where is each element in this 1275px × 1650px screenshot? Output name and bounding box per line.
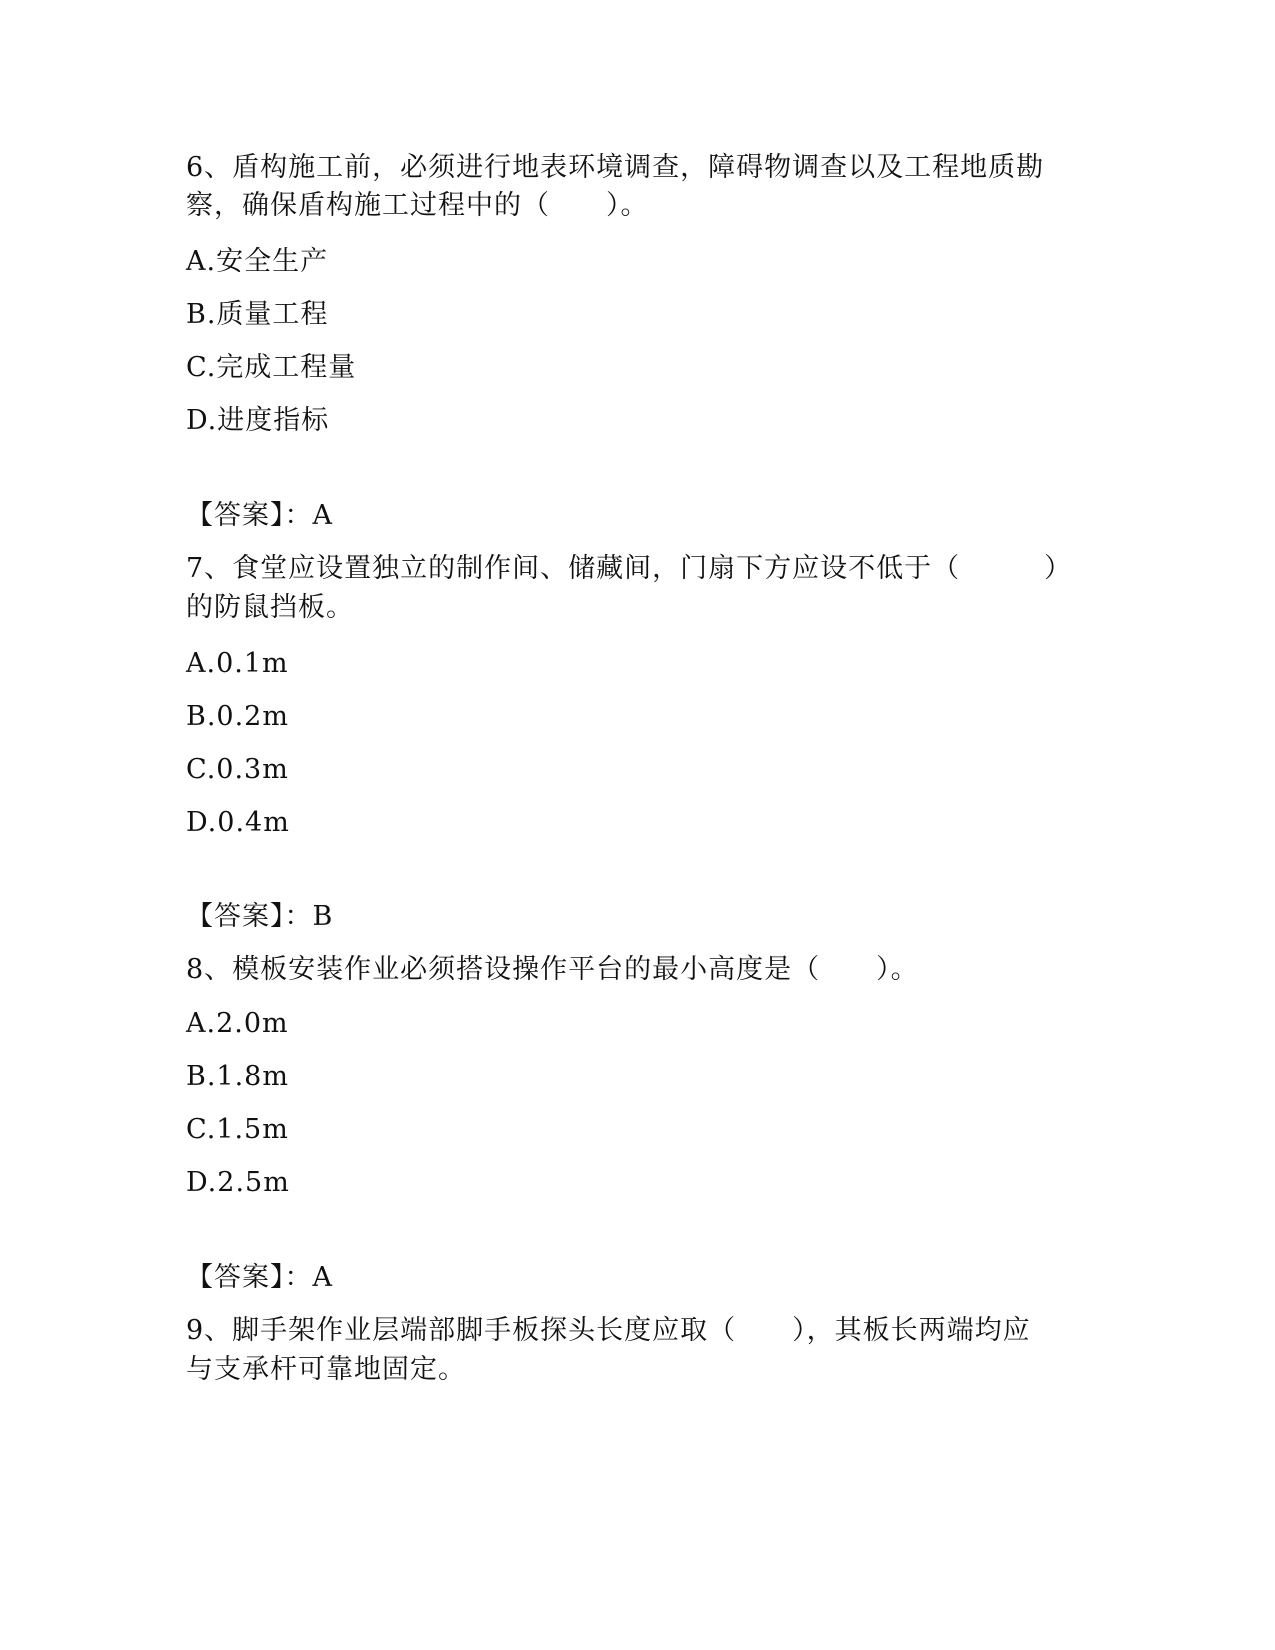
- question-9-stem-line-1: 9、脚手架作业层端部脚手板探头长度应取（ ），其板长两端均应: [186, 1315, 1031, 1346]
- question-8-stem-line-1: 8、模板安装作业必须搭设操作平台的最小高度是（ ）。: [186, 954, 919, 985]
- question-6-option-d: D.进度指标: [186, 405, 330, 436]
- question-7-option-d: D.0.4m: [186, 807, 290, 838]
- question-6-option-b: B.质量工程: [186, 299, 329, 330]
- question-8-option-b: B.1.8m: [186, 1061, 289, 1092]
- question-7-option-a: A.0.1m: [186, 648, 289, 679]
- question-7-stem-line-1: 7、食堂应设置独立的制作间、储藏间，门扇下方应设不低于（ ）: [186, 553, 1073, 584]
- question-6-stem-line-2: 察，确保盾构施工过程中的（ ）。: [186, 190, 649, 221]
- question-8-option-c: C.1.5m: [186, 1114, 289, 1145]
- question-7-answer: 【答案】：B: [186, 901, 334, 932]
- question-6-option-c: C.完成工程量: [186, 352, 357, 383]
- question-7-stem-line-2: 的防鼠挡板。: [186, 592, 354, 623]
- question-9-stem-line-2: 与支承杆可靠地固定。: [186, 1354, 466, 1385]
- question-8-option-d: D.2.5m: [186, 1167, 290, 1198]
- question-6-stem-line-1: 6、盾构施工前，必须进行地表环境调查，障碍物调查以及工程地质勘: [186, 152, 1045, 183]
- question-7-option-c: C.0.3m: [186, 754, 289, 785]
- question-8-answer: 【答案】：A: [186, 1262, 333, 1293]
- question-8-option-a: A.2.0m: [186, 1008, 289, 1039]
- question-6-option-a: A.安全生产: [186, 246, 329, 277]
- question-6-answer: 【答案】：A: [186, 500, 333, 531]
- question-7-option-b: B.0.2m: [186, 701, 289, 732]
